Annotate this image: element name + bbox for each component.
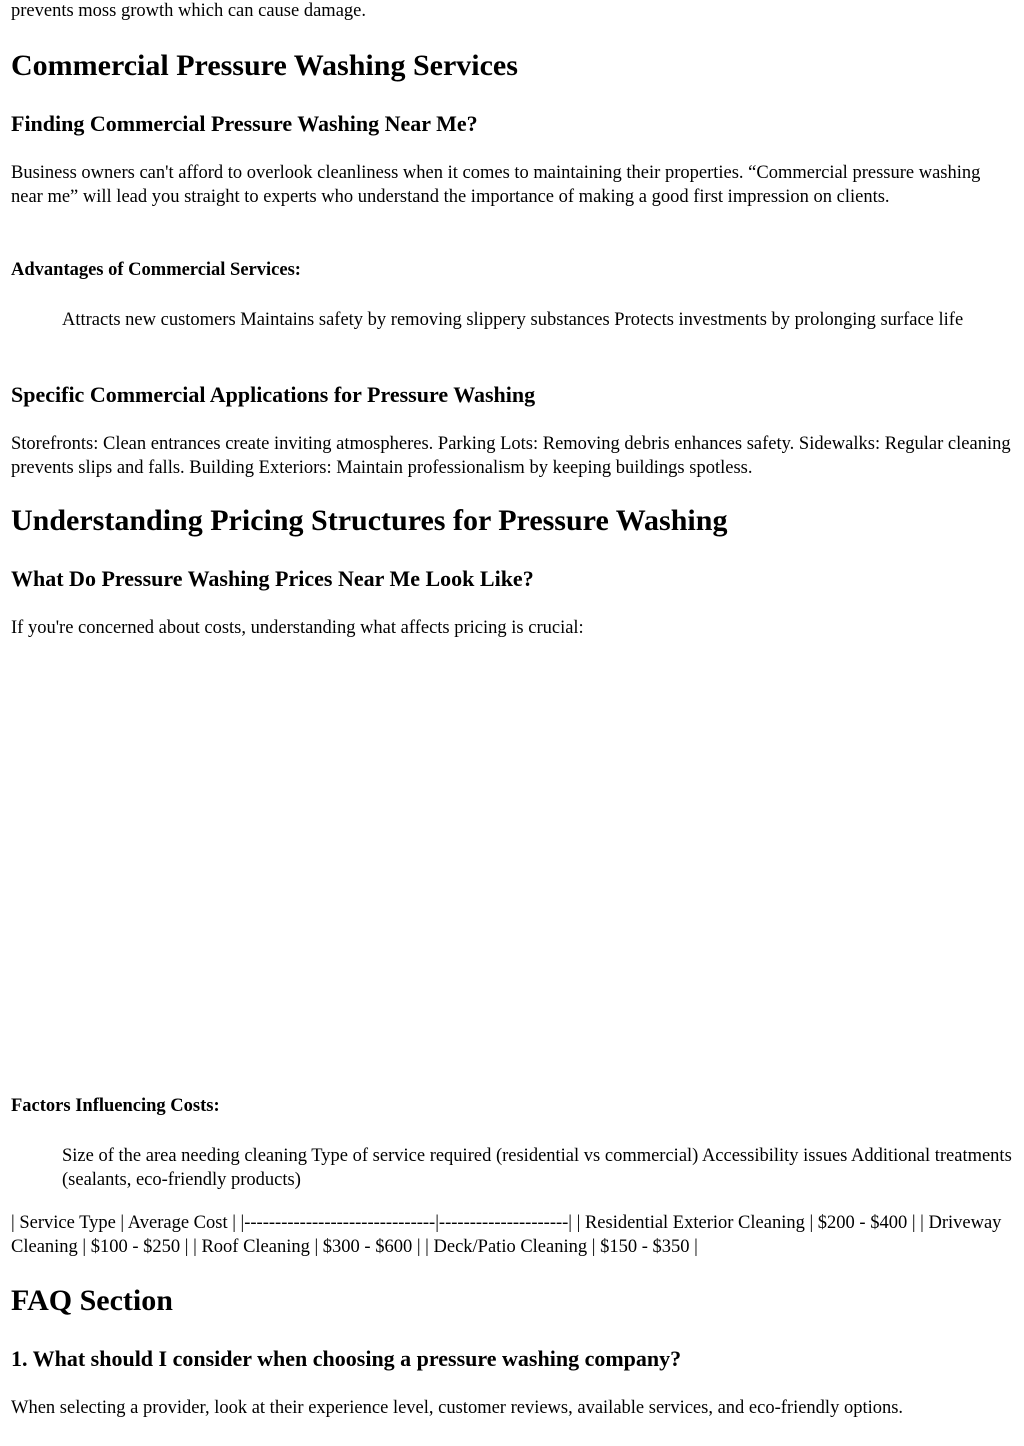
pricing-structures-heading: Understanding Pricing Structures for Pressure Washing: [11, 504, 728, 537]
intro-tail-paragraph: prevents moss growth which can cause damage.: [11, 1, 366, 21]
commercial-services-heading: Commercial Pressure Washing Services: [11, 49, 518, 82]
faq-question-1-heading: 1. What should I consider when choosing a pressure washing company?: [11, 1346, 682, 1371]
commercial-applications-heading: Specific Commercial Applications for Pressure Washing: [11, 382, 536, 407]
pricing-table-text: | Service Type | Average Cost | |-------------------------------|---------------------| | Residential Exterior Cleaning | $200 - $400 | | Driveway Cleaning | $100 - $250 | | Roof Cleaning | $300 - $600 | | Deck/Patio Cleaning | $150 - $350 |: [11, 1213, 1002, 1257]
factors-list: Size of the area needing cleaning Type of service required (residential vs commercial) Accessibility issues Additional treatments (sealants, eco-friendly products): [62, 1146, 1012, 1190]
advantages-list: Attracts new customers Maintains safety by removing slippery substances Protects investments by prolonging surface life: [62, 310, 964, 330]
advantages-heading: Advantages of Commercial Services:: [11, 260, 301, 280]
prices-near-me-heading: What Do Pressure Washing Prices Near Me Look Like?: [11, 566, 534, 591]
finding-commercial-heading: Finding Commercial Pressure Washing Near Me?: [11, 111, 478, 136]
factors-heading: Factors Influencing Costs:: [11, 1096, 220, 1116]
prices-near-me-paragraph: If you're concerned about costs, understanding what affects pricing is crucial:: [11, 618, 584, 638]
faq-heading: FAQ Section: [11, 1284, 173, 1317]
finding-commercial-paragraph: Business owners can't afford to overlook cleanliness when it comes to maintaining their properties. “Commercial pressure washing near me” will lead you straight to experts who understand the importance of making a good first impression on clients.: [11, 163, 981, 207]
commercial-applications-paragraph: Storefronts: Clean entrances create inviting atmospheres. Parking Lots: Removing debris enhances safety. Sidewalks: Regular cleaning prevents slips and falls. Building Exteriors: Maintain professionalism by keeping buildings spotless.: [11, 434, 1011, 478]
faq-question-1-answer: When selecting a provider, look at their experience level, customer reviews, available services, and eco-friendly options.: [11, 1398, 904, 1418]
